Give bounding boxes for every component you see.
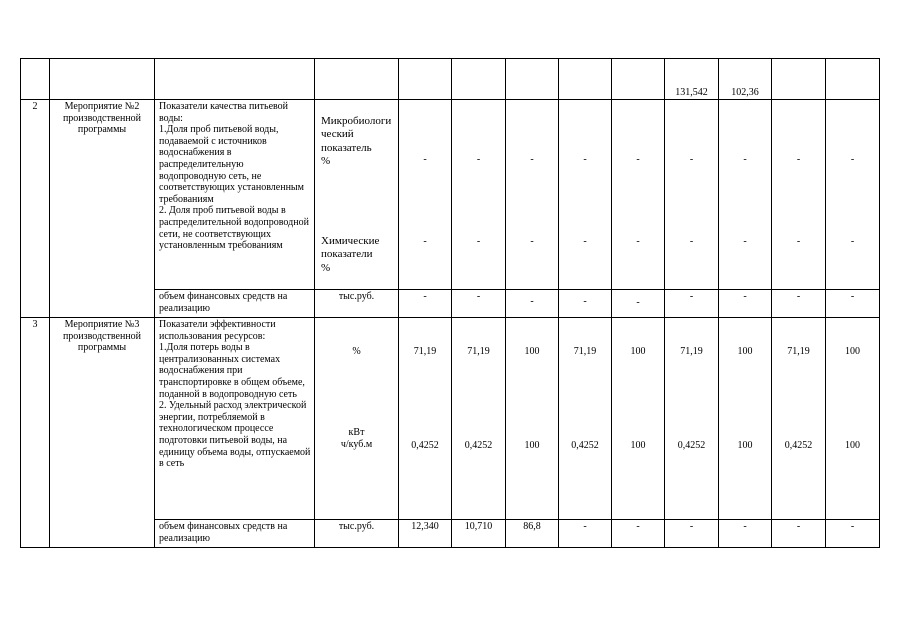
chem-value: -: [850, 236, 855, 247]
finance-unit: тыс.руб.: [315, 520, 399, 548]
event-name: Мероприятие №3 производственной программы: [50, 318, 155, 548]
table-row-top: [21, 59, 880, 100]
top-row-value-8: 102,36: [719, 59, 772, 100]
micro-value: -: [689, 154, 694, 165]
unit-cell: [315, 100, 399, 290]
energy-value: 100: [845, 440, 860, 451]
micro-value: -: [636, 154, 640, 165]
finance-value: -: [612, 520, 665, 548]
loss-value: 71,19: [413, 346, 437, 357]
loss-value: 71,19: [680, 346, 703, 357]
loss-value: 100: [524, 346, 540, 357]
finance-value: -: [399, 290, 452, 318]
chem-value: -: [583, 236, 587, 247]
chem-value: -: [636, 236, 640, 247]
loss-value: 71,19: [787, 346, 810, 357]
indicators-text: Показатели качества питьевой воды: 1.Доля проб питьевой воды, подаваемой с источников водоснабжения в распределительную водопроводную сеть, не соответствующих установленным требованиям 2. Доля проб питьевой воды в распределительной водопроводной сети, не соответствующих установленным требованиям: [155, 100, 315, 290]
finance-value: -: [826, 520, 880, 548]
energy-value: 100: [630, 440, 646, 451]
row-number: 3: [21, 318, 50, 548]
event-name: Мероприятие №2 производственной программы: [50, 100, 155, 318]
energy-value: 100: [524, 440, 540, 451]
finance-value: -: [826, 290, 880, 318]
finance-value: -: [665, 290, 719, 318]
micro-value: -: [743, 154, 747, 165]
energy-value: 100: [737, 440, 753, 451]
finance-value: -: [665, 520, 719, 548]
energy-value: 0,4252: [571, 440, 599, 451]
finance-value: -: [612, 290, 665, 318]
row-number: 2: [21, 100, 50, 318]
unit-percent: %: [352, 346, 361, 357]
table-row-3: [21, 318, 880, 520]
chem-value: -: [743, 236, 747, 247]
micro-value: -: [583, 154, 587, 165]
finance-label: объем финансовых средств на реализацию: [155, 520, 315, 548]
unit-chem: Химические показатели %: [321, 235, 380, 274]
finance-value: -: [559, 520, 612, 548]
micro-value: -: [530, 154, 534, 165]
finance-value: 10,710: [452, 520, 506, 548]
indicators-text: Показатели эффективности использования ресурсов: 1.Доля потерь воды в централизованных системах водоснабжения при транспортировке в общем объеме, поданной в водопроводную сеть 2. Удельный расход электрической энергии, потребляемой в технологическом процессе подготовки питьевой воды, на единицу объема воды, отпускаемой в сеть: [155, 318, 315, 520]
loss-value: 100: [630, 346, 646, 357]
energy-value: 0,4252: [784, 440, 813, 451]
chem-value: -: [689, 236, 694, 247]
micro-value: -: [423, 154, 427, 165]
chem-value: -: [423, 236, 427, 247]
finance-value: -: [559, 290, 612, 318]
energy-value: 0,4252: [464, 440, 493, 451]
finance-value: -: [772, 520, 826, 548]
finance-value: -: [719, 290, 772, 318]
finance-value: 86,8: [506, 520, 559, 548]
energy-value: 0,4252: [677, 440, 706, 451]
finance-label: объем финансовых средств на реализацию: [155, 290, 315, 318]
micro-value: -: [796, 154, 801, 165]
loss-value: 71,19: [467, 346, 490, 357]
chem-value: -: [476, 236, 481, 247]
finance-value: -: [719, 520, 772, 548]
loss-value: 100: [845, 346, 860, 357]
loss-value: 71,19: [573, 346, 597, 357]
unit-cell: [315, 318, 399, 520]
micro-value: -: [850, 154, 855, 165]
micro-value: -: [476, 154, 481, 165]
loss-value: 100: [737, 346, 753, 357]
finance-value: 12,340: [399, 520, 452, 548]
finance-unit: тыс.руб.: [315, 290, 399, 318]
table-row-2: [21, 100, 880, 290]
energy-value: 0,4252: [411, 440, 439, 451]
finance-value: -: [772, 290, 826, 318]
finance-value: -: [452, 290, 506, 318]
unit-kwh: кВт ч/куб.м: [340, 427, 373, 450]
finance-value: -: [506, 290, 559, 318]
program-table: [20, 58, 880, 548]
top-row-value-7: 131,542: [665, 59, 719, 100]
chem-value: -: [796, 236, 801, 247]
chem-value: -: [530, 236, 534, 247]
unit-micro: Микробиологи ческий показатель %: [321, 115, 392, 168]
